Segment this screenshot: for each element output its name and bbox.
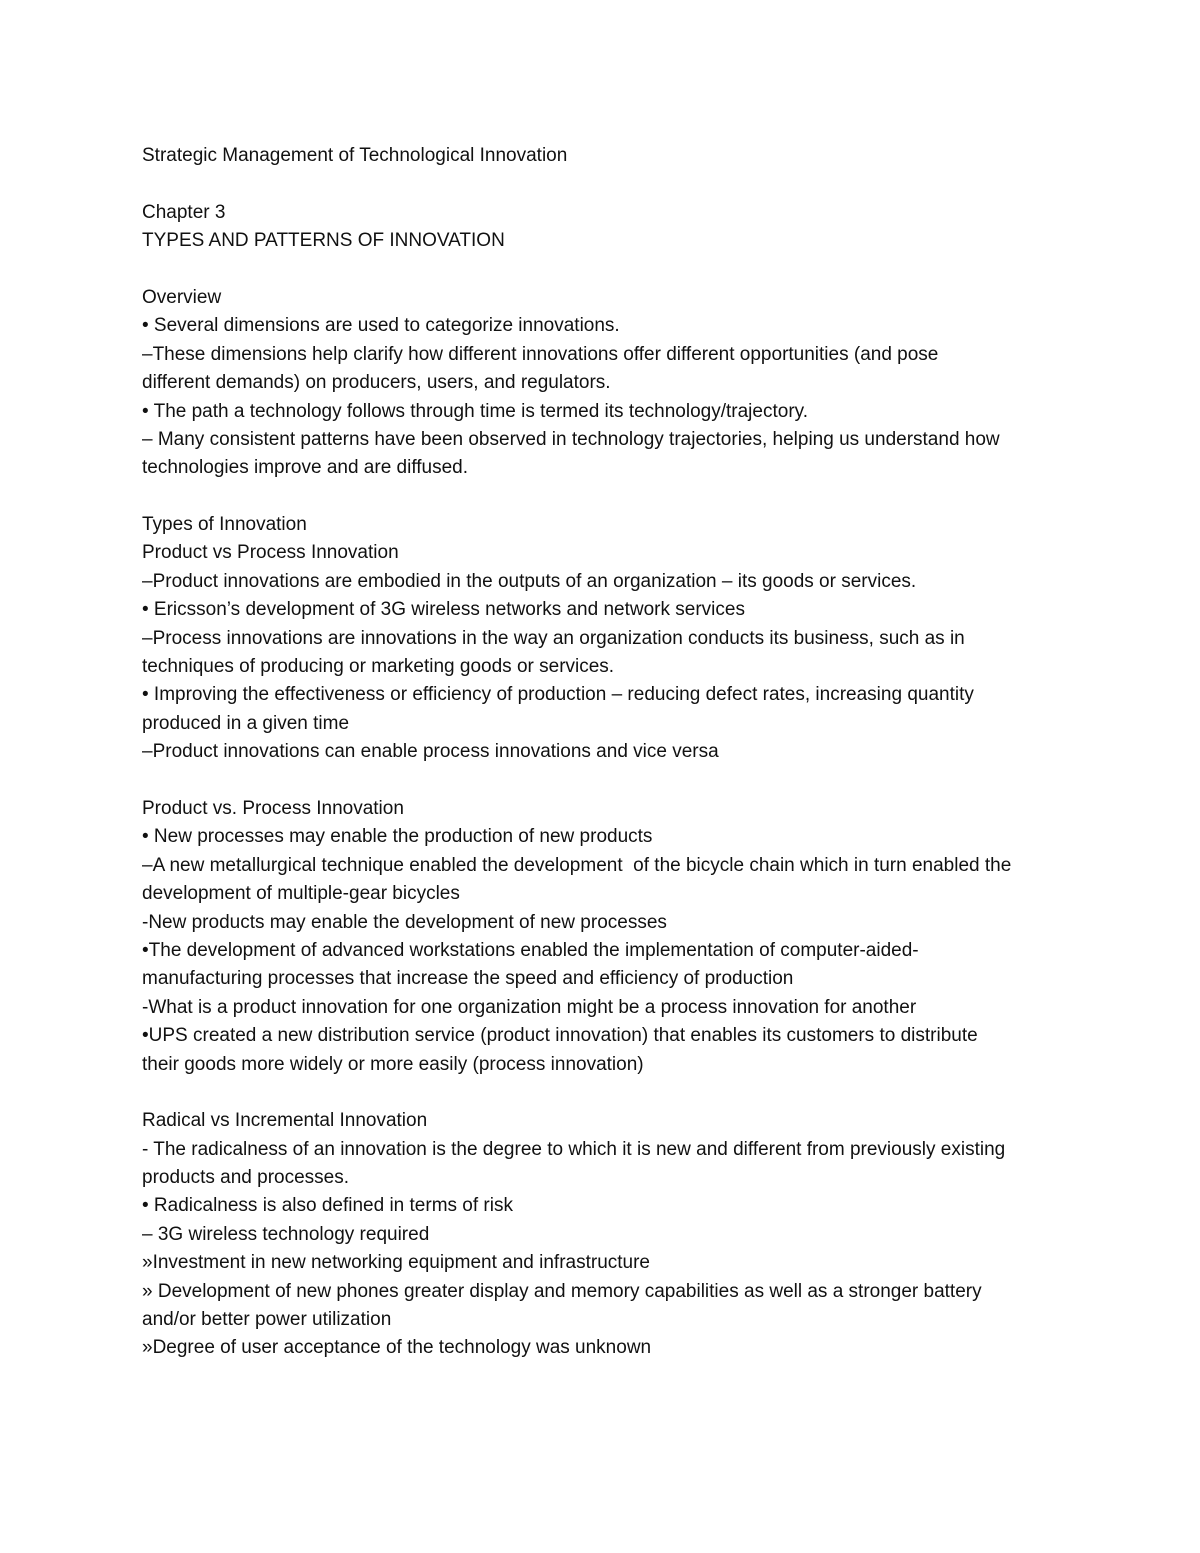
overview-line: technologies improve and are diffused. [142,457,469,479]
spacer [142,483,1092,511]
document-body [142,142,1092,1363]
chapter-title: TYPES AND PATTERNS OF INNOVATION [142,230,505,252]
overview-line: • The path a technology follows through time is termed its technology/trajectory. [142,400,809,422]
radical-line: products and processes. [142,1167,350,1189]
product-process-line: manufacturing processes that increase the speed and efficiency of production [142,968,794,990]
product-process-line: •UPS created a new distribution service (product innovation) that enables its customers to distribute [142,1025,978,1047]
overview-line: • Several dimensions are used to categorize innovations. [142,315,620,337]
section-heading-types: Types of Innovation [142,514,307,536]
radical-line: »Degree of user acceptance of the technology was unknown [142,1337,652,1359]
spacer [142,1079,1092,1107]
types-line: techniques of producing or marketing goods or services. [142,656,615,678]
spacer [142,170,1092,198]
chapter-number: Chapter 3 [142,201,226,223]
types-line: –Product innovations can enable process innovations and vice versa [142,741,719,763]
radical-line: » Development of new phones greater display and memory capabilities as well as a stronger battery [142,1280,982,1302]
document-title: Strategic Management of Technological Innovation [142,145,568,166]
spacer [142,256,1092,284]
overview-line: different demands) on producers, users, and regulators. [142,372,611,394]
types-line: –Product innovations are embodied in the outputs of an organization – its goods or services. [142,570,917,592]
product-process-line: • New processes may enable the production of new products [142,826,653,848]
product-process-line: their goods more widely or more easily (process innovation) [142,1053,644,1075]
overview-line: –These dimensions help clarify how different innovations offer different opportunities (and pose [142,343,939,365]
overview-line: – Many consistent patterns have been observed in technology trajectories, helping us understand how [142,428,1000,450]
types-line: produced in a given time [142,712,350,734]
radical-line: »Investment in new networking equipment and infrastructure [142,1252,650,1274]
section-heading-overview: Overview [142,286,222,308]
product-process-line: -What is a product innovation for one organization might be a process innovation for another [142,996,917,1018]
spacer [142,767,1092,795]
product-process-line: -New products may enable the development of new processes [142,911,667,933]
radical-line: • Radicalness is also defined in terms of risk [142,1195,513,1217]
section-heading-radical: Radical vs Incremental Innovation [142,1110,428,1132]
product-process-line: –A new metallurgical technique enabled the development of the bicycle chain which in turn enabled the [142,854,1012,876]
radical-line: – 3G wireless technology required [142,1223,430,1245]
types-line: • Ericsson’s development of 3G wireless networks and network services [142,599,745,621]
types-line: • Improving the effectiveness or efficiency of production – reducing defect rates, increasing quantity [142,684,974,706]
radical-line: and/or better power utilization [142,1309,392,1331]
product-process-line: development of multiple-gear bicycles [142,883,460,905]
section-heading-product-process: Product vs. Process Innovation [142,797,404,819]
subheading-product-vs-process: Product vs Process Innovation [142,542,399,564]
types-line: –Process innovations are innovations in the way an organization conducts its business, such as in [142,627,965,649]
product-process-line: •The development of advanced workstations enabled the implementation of computer-aided- [142,939,919,961]
radical-line: - The radicalness of an innovation is the degree to which it is new and different from previously existing [142,1138,1006,1160]
